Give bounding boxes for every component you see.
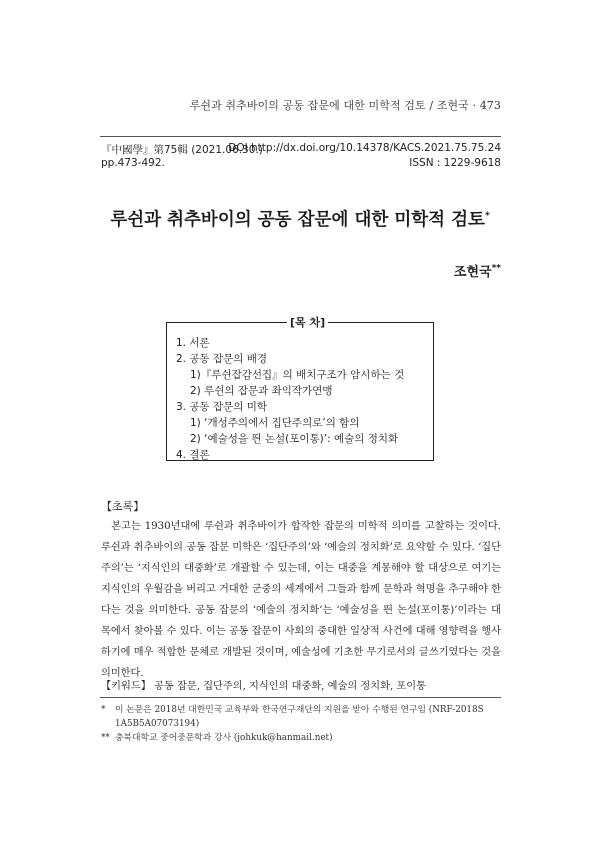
journal-info-line-1	[101, 142, 501, 157]
toc-subitem: 2) ‘예술성을 띈 논설(포이통)’: 예술의 정치화	[190, 433, 399, 445]
title-footnote-mark: *	[484, 211, 490, 222]
abstract-text: 본고는 1930년대에 루쉰과 취추바이가 합작한 잡문의 미학적 의미를 고찰하는 것이다. 루쉰과 취추바이의 공동 잡문 미학은 ‘집단주의’와 ‘예술의 정치화’로 요약할 수 있다. ‘집단주의’는 ‘지식인의 대중화’로 개괄할 수 있는데, 이는 대중을 계몽해야 할 대상으로 여기는 지식인의 우월감을 버리고 거대한 군중의 세계에서 그들과 함께 문학과 혁명을 추구해야 한다는 것을 의미한다. 공동 잡문의 ‘예술의 정치화’는 ‘예술성을 띈 논설(포이통)’이라는 대목에서 찾아볼 수 있다. 이는 공동 잡문이 사회의 중대한 일상적 사건에 대해 영향력을 행사하기에 매우 적합한 문체로 개발된 것이며, 예술성에 기초한 무기로서의 글쓰기였다는 것을 의미한다.	[101, 521, 501, 679]
footnote-affiliation	[101, 731, 501, 745]
footnote-divider	[100, 697, 501, 698]
paper-title	[60, 206, 540, 231]
paper-title-text: 루쉰과 취추바이의 공동 잡문에 대한 미학적 검토	[110, 210, 485, 230]
toc-subitem: 2) 루쉰의 잡문과 좌익작가연맹	[190, 385, 333, 397]
footnote-mark: *	[101, 705, 106, 715]
running-head: 루쉰과 취추바이의 공동 잡문에 대한 미학적 검토 / 조현국 · 473	[189, 99, 501, 112]
toc-item: 4. 결론	[176, 449, 210, 461]
footnote-funding	[101, 703, 501, 731]
toc-subitem: 1)『루쉰잡감선집』의 배치구조가 암시하는 것	[190, 369, 405, 381]
footnote-text: 이 논문은 2018년 대한민국 교육부와 한국연구재단의 지원을 받아 수행된 연구임 (NRF-2018S	[115, 705, 484, 715]
header-divider	[100, 136, 501, 137]
toc-item: 2. 공동 잡문의 배경	[176, 353, 268, 365]
journal-citation: 『中國學』第75輯 (2021.06.30.)	[101, 144, 263, 156]
table-of-contents	[166, 316, 434, 461]
journal-info-line-2	[101, 157, 501, 169]
issn: ISSN : 1229-9618	[409, 157, 501, 169]
footnote-text-cont: 1A5B5A07073194)	[115, 719, 200, 729]
keywords: 【키워드】 공동 잡문, 집단주의, 지식인의 대중화, 예술의 정치화, 포이통	[101, 681, 426, 692]
footnote-text: 충북대학교 중어중문학과 강사 (johkuk@hanmail.net)	[115, 733, 333, 743]
doi-link[interactable]: DOI http://dx.doi.org/10.14378/KACS.2021.75.75.24	[228, 142, 501, 154]
author-name	[400, 261, 501, 280]
abstract-label: 【초록】	[101, 500, 145, 513]
toc-item: 1. 서론	[176, 337, 210, 349]
author-footnote-mark: **	[491, 263, 501, 274]
author-name-text: 조현국	[453, 265, 492, 280]
page-range: pp.473-492.	[101, 157, 165, 169]
footnote-mark: **	[101, 733, 110, 743]
toc-item: 3. 공동 잡문의 미학	[176, 401, 268, 413]
toc-heading: [목 차]	[287, 314, 328, 330]
toc-subitem: 1) ‘개성주의에서 집단주의로’의 함의	[190, 417, 360, 429]
